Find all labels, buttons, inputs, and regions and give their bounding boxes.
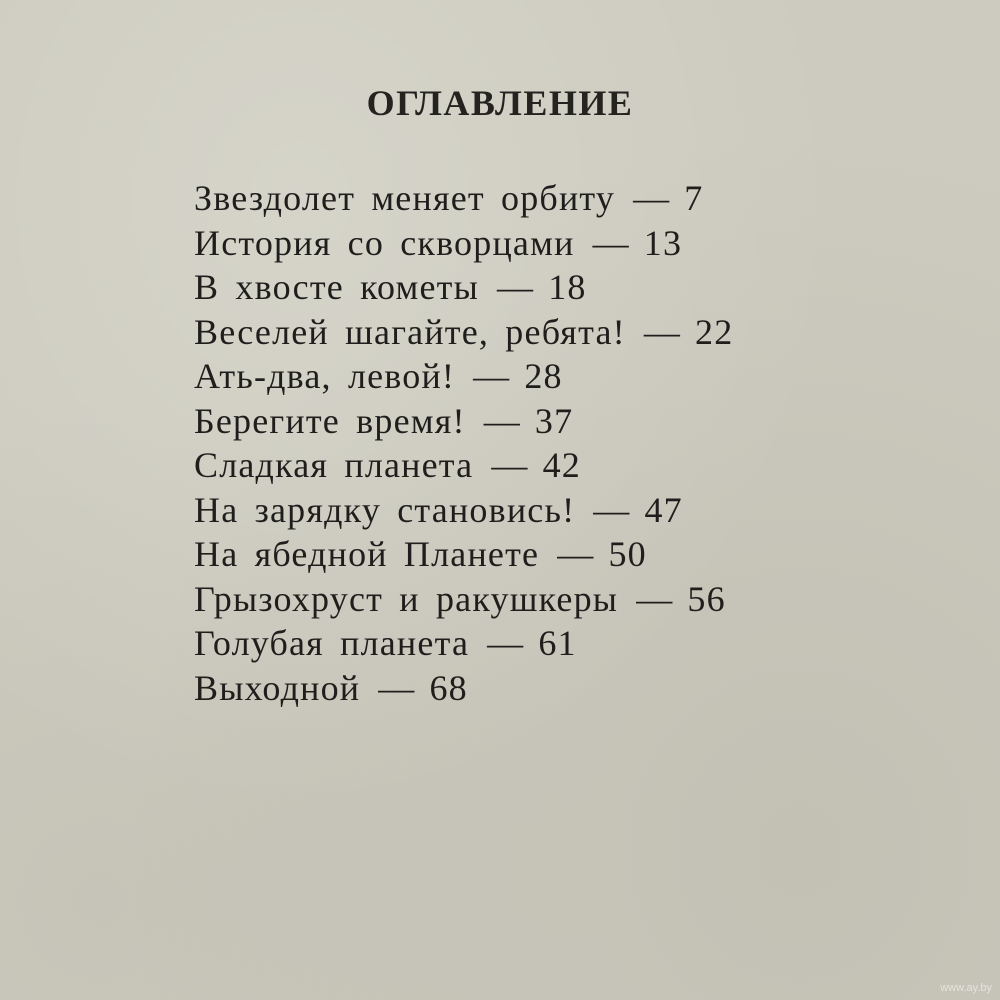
toc-entry-dash: — xyxy=(557,534,595,574)
toc-entry xyxy=(194,621,733,666)
toc-entry-dash: — xyxy=(491,445,529,485)
toc-entry-dash: — xyxy=(378,667,416,708)
toc-entry-page: 18 xyxy=(548,267,587,307)
toc-entry-dash: — xyxy=(592,222,630,263)
toc-entry-dash: — xyxy=(497,267,535,307)
toc-entry-dash: — xyxy=(473,356,511,396)
toc-entry-dash: — xyxy=(643,311,682,352)
toc-entry-title: Звездолет меняет орбиту xyxy=(194,178,616,218)
toc-entry-dash: — xyxy=(483,400,521,441)
toc-entry-page: 56 xyxy=(687,578,726,619)
toc-entry xyxy=(194,176,733,221)
watermark: www.ay.by xyxy=(940,982,992,994)
toc-entry-dash: — xyxy=(487,623,525,663)
toc-entry-title: Веселей шагайте, ребята! xyxy=(194,311,626,352)
toc-entry-page: 28 xyxy=(524,356,563,396)
toc-entry-title: История со скворцами xyxy=(194,222,575,263)
toc-entry xyxy=(194,310,733,355)
table-of-contents xyxy=(194,176,733,710)
toc-entry xyxy=(194,399,733,444)
toc-entry-page: 7 xyxy=(684,178,704,218)
toc-entry-page: 37 xyxy=(534,400,574,441)
toc-entry-page: 68 xyxy=(429,667,468,708)
toc-entry-page: 42 xyxy=(542,445,581,485)
toc-entry xyxy=(194,354,733,399)
toc-entry xyxy=(194,265,733,310)
toc-entry-title: Грызохруст и ракушкеры xyxy=(194,578,619,619)
toc-entry xyxy=(194,666,733,711)
toc-entry-dash: — xyxy=(633,178,671,218)
toc-entry xyxy=(194,488,733,533)
toc-entry xyxy=(194,221,733,266)
toc-entry-title: Сладкая планета xyxy=(194,445,474,485)
toc-entry-page: 13 xyxy=(643,222,683,263)
toc-entry-dash: — xyxy=(593,489,631,530)
toc-entry xyxy=(194,443,733,488)
toc-entry-title: На зарядку становись! xyxy=(194,489,576,530)
toc-entry-title: Голубая планета xyxy=(194,623,470,663)
toc-entry xyxy=(194,577,733,622)
toc-entry-page: 47 xyxy=(644,489,683,530)
toc-entry xyxy=(194,532,733,577)
toc-entry-title: Ать-два, левой! xyxy=(194,356,456,396)
toc-entry-title: На ябедной Планете xyxy=(194,534,540,574)
toc-entry-title: В хвосте кометы xyxy=(194,267,480,307)
toc-entry-page: 22 xyxy=(695,311,734,352)
toc-entry-title: Выходной xyxy=(194,667,361,708)
toc-entry-page: 61 xyxy=(538,623,577,663)
toc-entry-page: 50 xyxy=(608,534,647,574)
toc-entry-title: Берегите время! xyxy=(194,400,466,441)
toc-heading: ОГЛАВЛЕНИЕ xyxy=(366,83,634,123)
toc-entry-dash: — xyxy=(636,578,674,619)
